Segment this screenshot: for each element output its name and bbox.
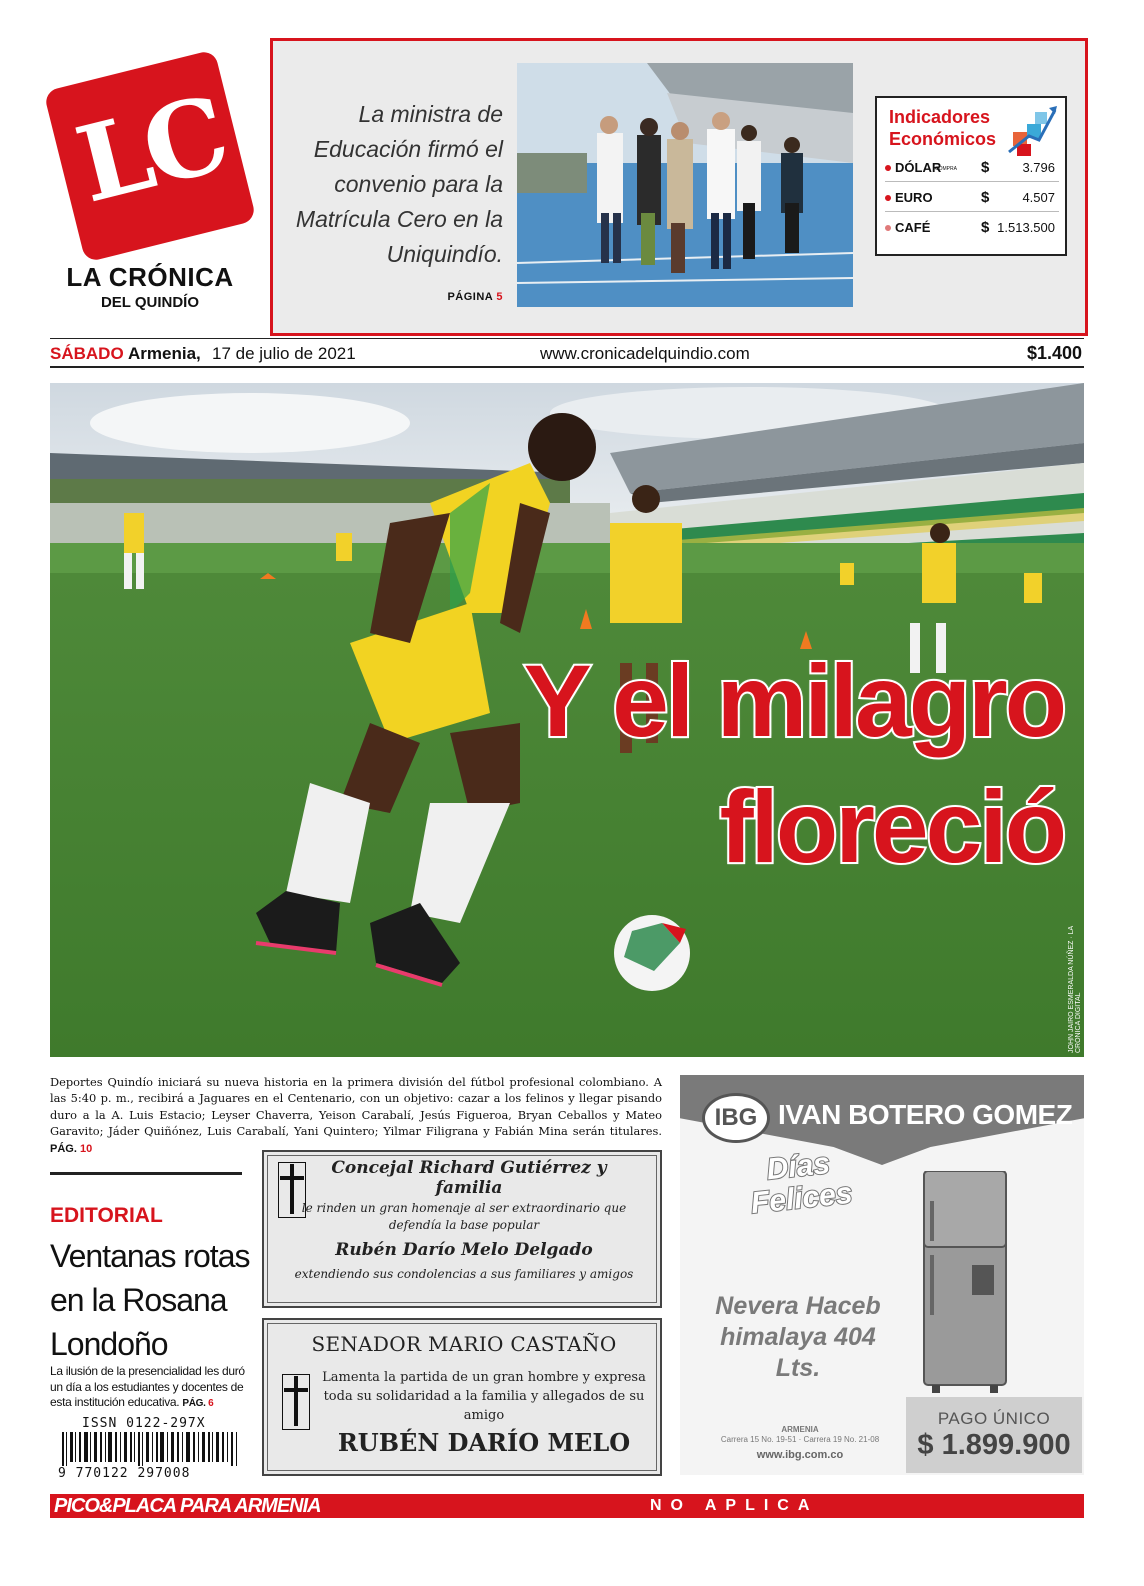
ad-product: Nevera Haceb himalaya 404 Lts. (715, 1292, 881, 1382)
promo-photo-illustration (517, 63, 853, 307)
chart-cubes-icon (1005, 102, 1061, 162)
dateline-city: Armenia, (128, 344, 201, 363)
promo-page-label: PÁGINA (447, 291, 493, 303)
hero-photo[interactable] (50, 383, 1084, 1057)
condolence2-line1: Lamenta la partida de un gran hombre y expresa toda su solidaridad a la familia y allegados de su amigo (322, 1370, 646, 1423)
ad-city: ARMENIA (781, 1425, 819, 1434)
economic-indicators (875, 96, 1067, 256)
editorial-page-ref (182, 1398, 213, 1409)
editorial-title[interactable]: Ventanas rotas en la Rosana Londoño (50, 1238, 250, 1362)
pico-placa-label: PICO&PLACA PARA ARMENIA (54, 1495, 321, 1517)
condolence1-line2: extendiendo sus condolencias a sus familiares y amigos (294, 1267, 634, 1281)
condolence-notice-2 (262, 1318, 662, 1476)
lead-page-ref (50, 1143, 92, 1155)
indicator-note: COMPRA (935, 166, 957, 172)
cross-icon (282, 1374, 310, 1430)
photo-credit: JOHN JAIRO ESMERALDA NÚÑEZ · LA CRÓNICA DIGITAL (1068, 926, 1082, 1053)
editorial-page-label: PÁG. (182, 1398, 206, 1409)
indicator-currency: $ (981, 189, 990, 206)
indicator-row-euro (885, 186, 1059, 212)
website-link[interactable]: www.cronicadelquindio.com (540, 344, 750, 363)
editorial-page-number: 6 (208, 1398, 214, 1409)
indicator-name: DÓLAR (895, 160, 942, 175)
indicator-row-dolar (885, 156, 1059, 182)
lead-text: Deportes Quindío iniciará su nueva historia en la primera división del fútbol profesional colombiano. A las 5:40 p. m., recibirá a Jaguares en el Centenario, con un objetivo: cazar a los felinos y llegar pisando duro a la A. Luis Estacio; Leyser Chaverra, Yeison Carabalí, Jesús Figueroa, Bryan Ceballos y Mateo Garavito; Jáder Quiñónez, Luis Carabalí, Yani Quintero; Yilmar Filigrana y Fabián Mina serán titulares. (50, 1075, 662, 1139)
condolence1-deceased: Rubén Darío Melo Delgado (335, 1240, 593, 1260)
bullet-icon (885, 195, 891, 201)
indicator-name: EURO (895, 190, 933, 205)
masthead-logo[interactable] (52, 58, 248, 254)
condolence1-line1: le rinden un gran homenaje al ser extraordinario que defendía la base popular (301, 1201, 627, 1232)
indicator-name: CAFÉ (895, 220, 931, 235)
promo-page-ref (393, 291, 503, 303)
lead-paragraph[interactable] (50, 1074, 662, 1157)
cover-price: $1.400 (1026, 343, 1082, 363)
indicator-value: 4.507 (1022, 190, 1055, 205)
condolence-notice-1 (262, 1150, 662, 1308)
editorial-text: La ilusión de la presencialidad les duró un día a los estudiantes y docentes de esta institución educativa. (50, 1364, 245, 1409)
editorial-summary (50, 1364, 246, 1412)
dateline-day: SÁBADO (50, 344, 124, 363)
barcode-icon (62, 1432, 242, 1466)
condolence1-name: Concejal Richard Gutiérrez y familia (331, 1158, 607, 1198)
newspaper-subname: DEL QUINDÍO (100, 294, 200, 311)
indicator-currency: $ (981, 159, 990, 176)
dateline-date: 17 de julio de 2021 (212, 344, 356, 363)
editorial-divider (50, 1172, 242, 1175)
pico-placa-bar (50, 1494, 1084, 1518)
refrigerator-icon (922, 1171, 1008, 1393)
indicator-value: 1.513.500 (997, 220, 1055, 235)
lead-page-label: PÁG. (50, 1142, 77, 1155)
ad-price-box (906, 1397, 1082, 1473)
promo-photo (517, 63, 853, 307)
indicator-currency: $ (981, 219, 990, 236)
main-headline-line1[interactable]: Y el milagro (523, 644, 1064, 758)
dateline (50, 338, 1084, 368)
barcode-number: 9 770122 297008 (58, 1466, 191, 1481)
logo-letters: LC (65, 72, 235, 227)
promo-headline: La ministra de Educación firmó el convenio para la Matrícula Cero en la Uniquindío. (295, 101, 503, 267)
editorial-label: EDITORIAL (50, 1204, 163, 1227)
pico-placa-value: NO APLICA (650, 1497, 819, 1514)
indicators-title: Indicadores Económicos (889, 107, 997, 149)
condolence2-title: SENADOR MARIO CASTAÑO (311, 1332, 617, 1356)
ad-slogan: Días Felices (749, 1146, 854, 1221)
issn-number: ISSN 0122-297X (82, 1416, 206, 1431)
main-headline-line2[interactable]: floreció (719, 770, 1064, 884)
top-promo-box[interactable] (270, 38, 1088, 336)
indicator-row-cafe (885, 216, 1059, 242)
ad-brand-name: IVAN BOTERO GOMEZ (778, 1099, 1073, 1130)
ad-price-label: PAGO ÚNICO (937, 1409, 1051, 1428)
ad-website[interactable]: www.ibg.com.co (756, 1449, 844, 1461)
indicator-value: 3.796 (1022, 160, 1055, 175)
lead-page-number: 10 (79, 1142, 93, 1155)
bullet-icon (885, 165, 891, 171)
bullet-icon (885, 225, 891, 231)
ad-price: $ 1.899.900 (917, 1429, 1071, 1461)
ad-address: Carrera 15 No. 19-51 · Carrera 19 No. 21-08 (720, 1435, 880, 1444)
advertisement-ibg[interactable] (680, 1075, 1084, 1475)
ad-logo: IBG (702, 1093, 770, 1143)
promo-page-number: 5 (496, 291, 503, 303)
condolence2-deceased: RUBÉN DARÍO MELO (337, 1428, 631, 1457)
newspaper-name: LA CRÓNICA (66, 262, 234, 292)
